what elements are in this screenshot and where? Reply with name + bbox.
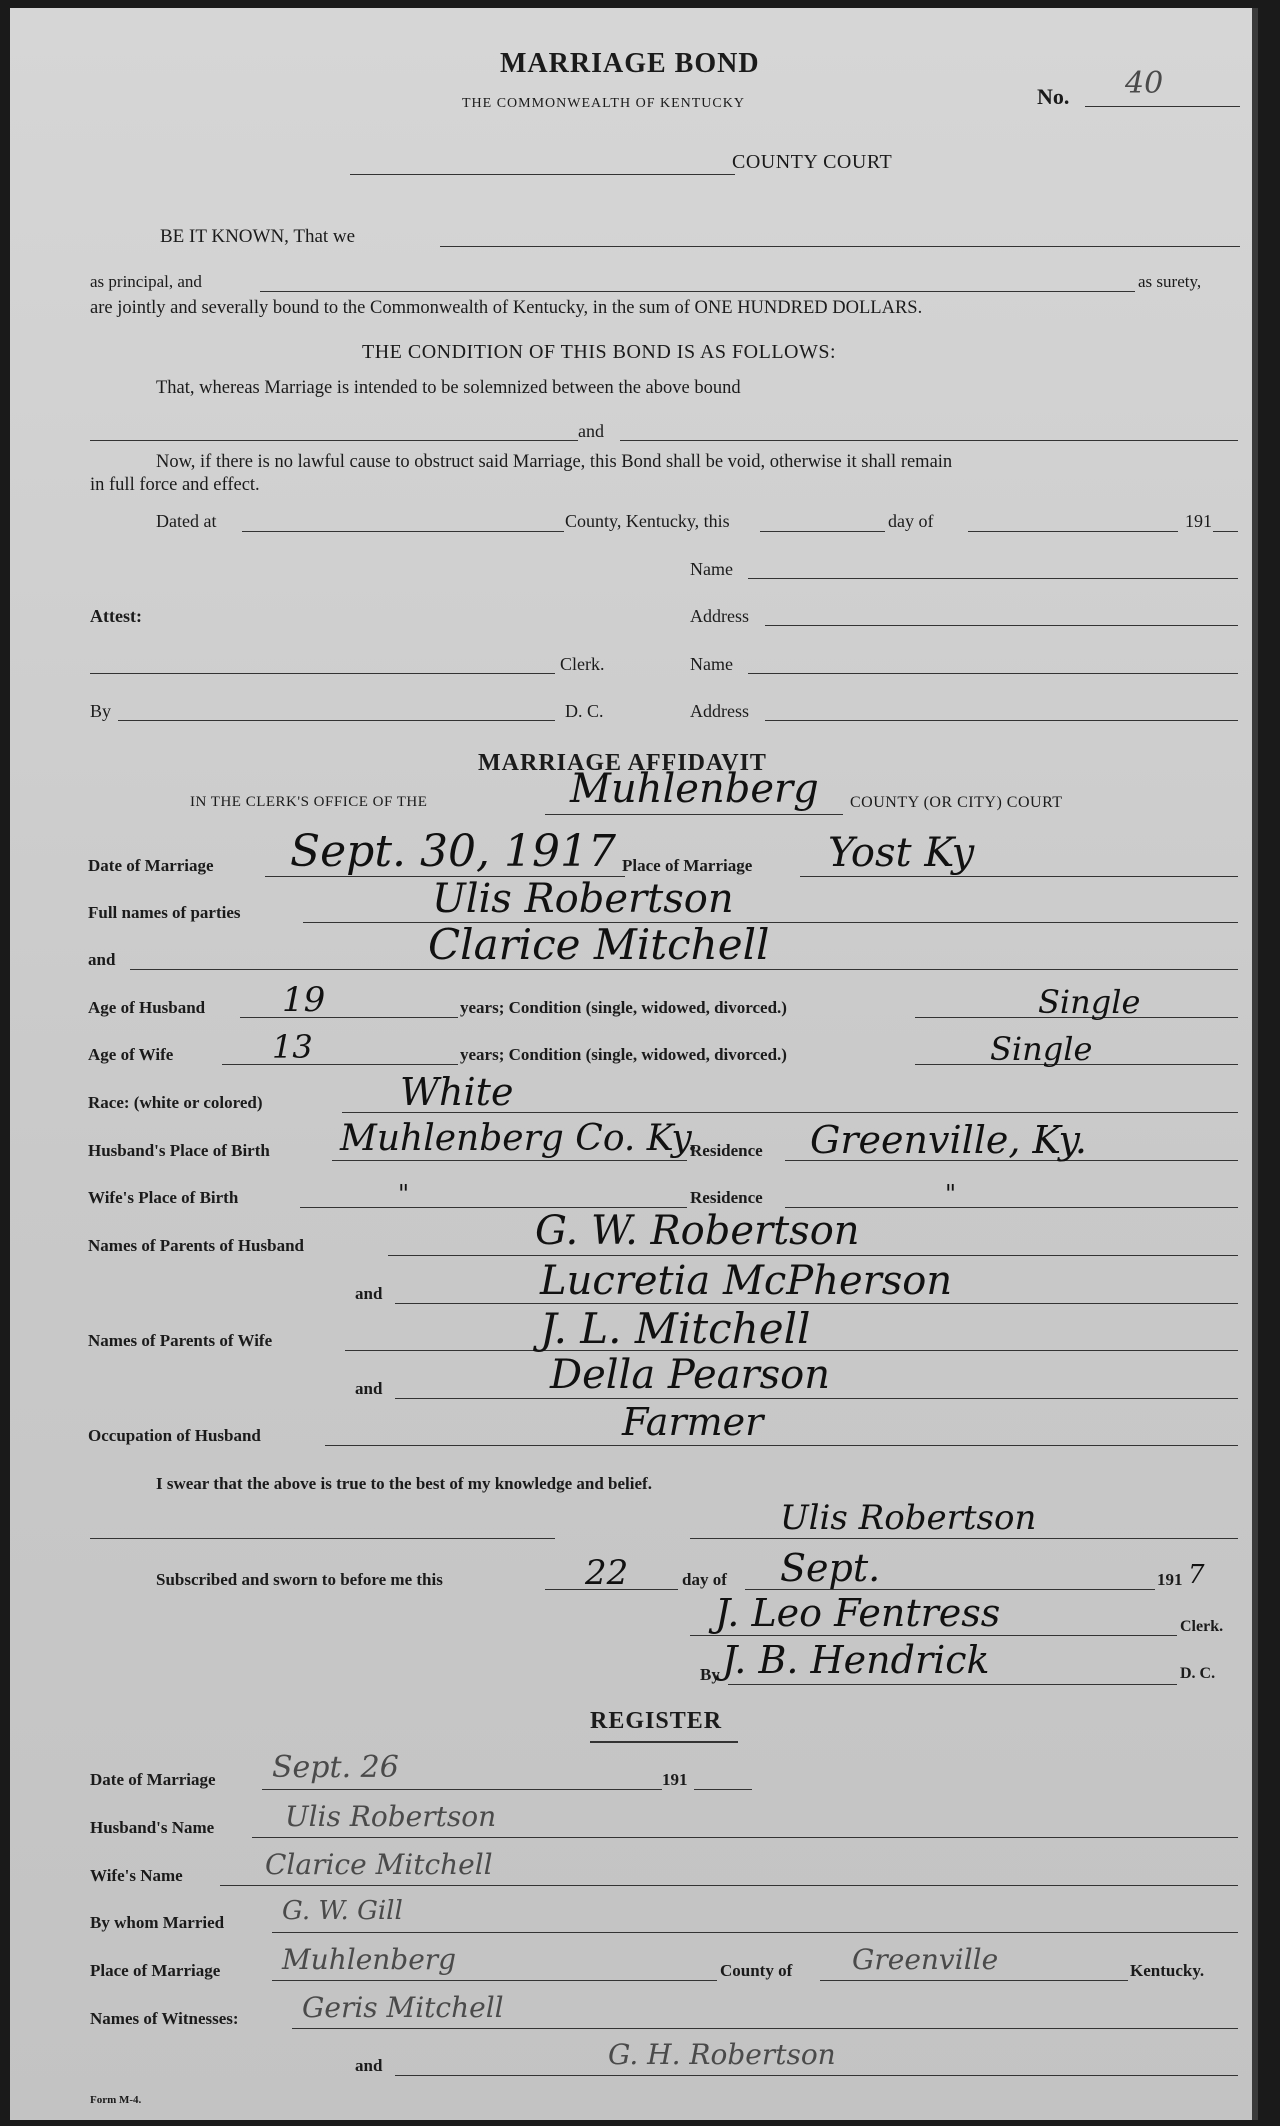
jointly-bound-text: are jointly and severally bound to the Commonwealth of Kentucky, in the sum of ONE HUNDRED DOLLARS. — [90, 298, 923, 318]
sworn-month-value: Sept. — [780, 1546, 881, 1590]
clerk-signature: J. Leo Fentress — [715, 1591, 1001, 1635]
applicant-signature: Ulis Robertson — [780, 1498, 1037, 1538]
county-ky-this: County, Kentucky, this — [565, 511, 730, 531]
party2-value: Clarice Mitchell — [428, 920, 770, 969]
wife-birth-label: Wife's Place of Birth — [88, 1188, 239, 1207]
husband-father-value: G. W. Robertson — [535, 1208, 860, 1254]
dated-at-label: Dated at — [156, 511, 217, 531]
age-wife-value: 13 — [272, 1028, 313, 1066]
residence-label-husband: Residence — [690, 1141, 763, 1160]
affidavit-clerk-label: Clerk. — [1180, 1618, 1224, 1635]
as-principal: as principal, and — [90, 272, 202, 291]
years-condition-wife: years; Condition (single, widowed, divorced.) — [460, 1045, 787, 1064]
bond-no-value: 40 — [1125, 66, 1164, 101]
clerks-office-label: IN THE CLERK'S OFFICE OF THE — [190, 794, 428, 810]
race-label: Race: (white or colored) — [88, 1093, 263, 1112]
form-number: Form M-4. — [90, 2094, 142, 2106]
surety-name-label-2: Name — [690, 654, 733, 674]
swear-text: I swear that the above is true to the best of my knowledge and belief. — [156, 1474, 652, 1493]
bond-no-label: No. — [1037, 84, 1070, 109]
party1-value: Ulis Robertson — [432, 876, 734, 922]
and-label-1: and — [88, 950, 116, 969]
age-husband-label: Age of Husband — [88, 998, 206, 1017]
condition-wife-value: Single — [990, 1030, 1093, 1068]
date-of-marriage-value: Sept. 30, 1917 — [290, 826, 616, 877]
now-if-text-1: Now, if there is no lawful cause to obstruct said Marriage, this Bond shall be void, otherwise it shall remain — [156, 452, 953, 472]
years-condition-husband: years; Condition (single, widowed, divorced.) — [460, 998, 787, 1017]
be-it-known: BE IT KNOWN, That we — [160, 226, 356, 247]
and-label-3: and — [355, 1379, 383, 1398]
and-label-2: and — [355, 1284, 383, 1303]
sworn-year-hand: 7 — [1188, 1560, 1205, 1590]
register-county-value: Greenville — [852, 1943, 999, 1976]
register-kentucky: Kentucky. — [1130, 1961, 1205, 1980]
affidavit-by-label: By — [700, 1665, 720, 1684]
affidavit-dc-label: D. C. — [1180, 1665, 1216, 1682]
sworn-day-value: 22 — [585, 1553, 629, 1593]
wife-mother-value: Della Pearson — [550, 1352, 831, 1398]
age-husband-value: 19 — [282, 980, 326, 1020]
bond-title: MARRIAGE BOND — [500, 48, 760, 79]
bond-subtitle: THE COMMONWEALTH OF KENTUCKY — [462, 96, 745, 111]
register-husband-label: Husband's Name — [90, 1818, 215, 1837]
husband-mother-value: Lucretia McPherson — [540, 1258, 953, 1304]
county-or-city-court: COUNTY (OR CITY) COURT — [850, 794, 1063, 811]
place-of-marriage-label: Place of Marriage — [622, 856, 753, 875]
condition-heading: THE CONDITION OF THIS BOND IS AS FOLLOWS: — [362, 341, 837, 363]
register-year: 191 — [662, 1770, 688, 1789]
surety-name-label-1: Name — [690, 559, 733, 579]
affidavit-title: MARRIAGE AFFIDAVIT — [478, 750, 767, 776]
sworn-day-of: day of — [682, 1570, 727, 1589]
marriage-record-sheet — [10, 8, 1258, 2120]
attest-dc-label: D. C. — [565, 701, 604, 721]
bond-and: and — [578, 421, 604, 441]
attest-label: Attest: — [90, 606, 142, 626]
occupation-label: Occupation of Husband — [88, 1426, 261, 1445]
register-wife-value: Clarice Mitchell — [265, 1848, 493, 1881]
register-place-label: Place of Marriage — [90, 1961, 221, 1980]
wife-birth-value: " — [398, 1180, 410, 1208]
register-by-whom-value: G. W. Gill — [282, 1896, 403, 1926]
deputy-clerk-signature: J. B. Hendrick — [722, 1638, 990, 1682]
whereas-text: That, whereas Marriage is intended to be solemnized between the above bound — [156, 378, 741, 398]
surety-address-label-2: Address — [690, 701, 749, 721]
register-date-value: Sept. 26 — [272, 1750, 399, 1785]
bond-year: 191 — [1185, 511, 1212, 531]
register-by-whom-label: By whom Married — [90, 1913, 225, 1932]
bond-day-of: day of — [888, 511, 934, 531]
register-county-of: County of — [720, 1961, 793, 1980]
register-date-label: Date of Marriage — [90, 1770, 216, 1789]
race-value: White — [400, 1070, 514, 1114]
register-place-value: Muhlenberg — [282, 1943, 457, 1976]
parents-husband-label: Names of Parents of Husband — [88, 1236, 304, 1255]
register-witnesses-label: Names of Witnesses: — [90, 2009, 239, 2028]
register-husband-value: Ulis Robertson — [285, 1800, 497, 1833]
attest-by-label: By — [90, 701, 112, 721]
residence-label-wife: Residence — [690, 1188, 763, 1207]
as-surety: as surety, — [1138, 272, 1202, 291]
register-wife-label: Wife's Name — [90, 1866, 183, 1885]
wife-father-value: J. L. Mitchell — [540, 1304, 811, 1353]
now-if-text-2: in full force and effect. — [90, 475, 260, 495]
affidavit-county-value: Muhlenberg — [570, 766, 819, 812]
surety-address-label-1: Address — [690, 606, 749, 626]
register-title: REGISTER — [590, 1708, 723, 1734]
county-court-label: COUNTY COURT — [732, 151, 893, 173]
sworn-year-print: 191 — [1157, 1570, 1183, 1589]
husband-birth-value: Muhlenberg Co. Ky. — [340, 1118, 699, 1159]
full-names-label: Full names of parties — [88, 903, 241, 922]
husband-residence-value: Greenville, Ky. — [810, 1118, 1088, 1162]
subscribed-text: Subscribed and sworn to before me this — [156, 1570, 443, 1589]
attest-clerk-label: Clerk. — [560, 654, 605, 674]
wife-residence-value: " — [945, 1180, 957, 1208]
date-of-marriage-label: Date of Marriage — [88, 856, 214, 875]
parents-wife-label: Names of Parents of Wife — [88, 1331, 273, 1350]
register-witness2-value: G. H. Robertson — [608, 2038, 836, 2071]
register-and-label: and — [355, 2056, 383, 2075]
husband-birth-label: Husband's Place of Birth — [88, 1141, 270, 1160]
condition-husband-value: Single — [1038, 983, 1141, 1021]
occupation-value: Farmer — [622, 1400, 764, 1444]
age-wife-label: Age of Wife — [88, 1045, 174, 1064]
place-of-marriage-value: Yost Ky — [828, 830, 975, 876]
register-witness1-value: Geris Mitchell — [302, 1991, 504, 2024]
